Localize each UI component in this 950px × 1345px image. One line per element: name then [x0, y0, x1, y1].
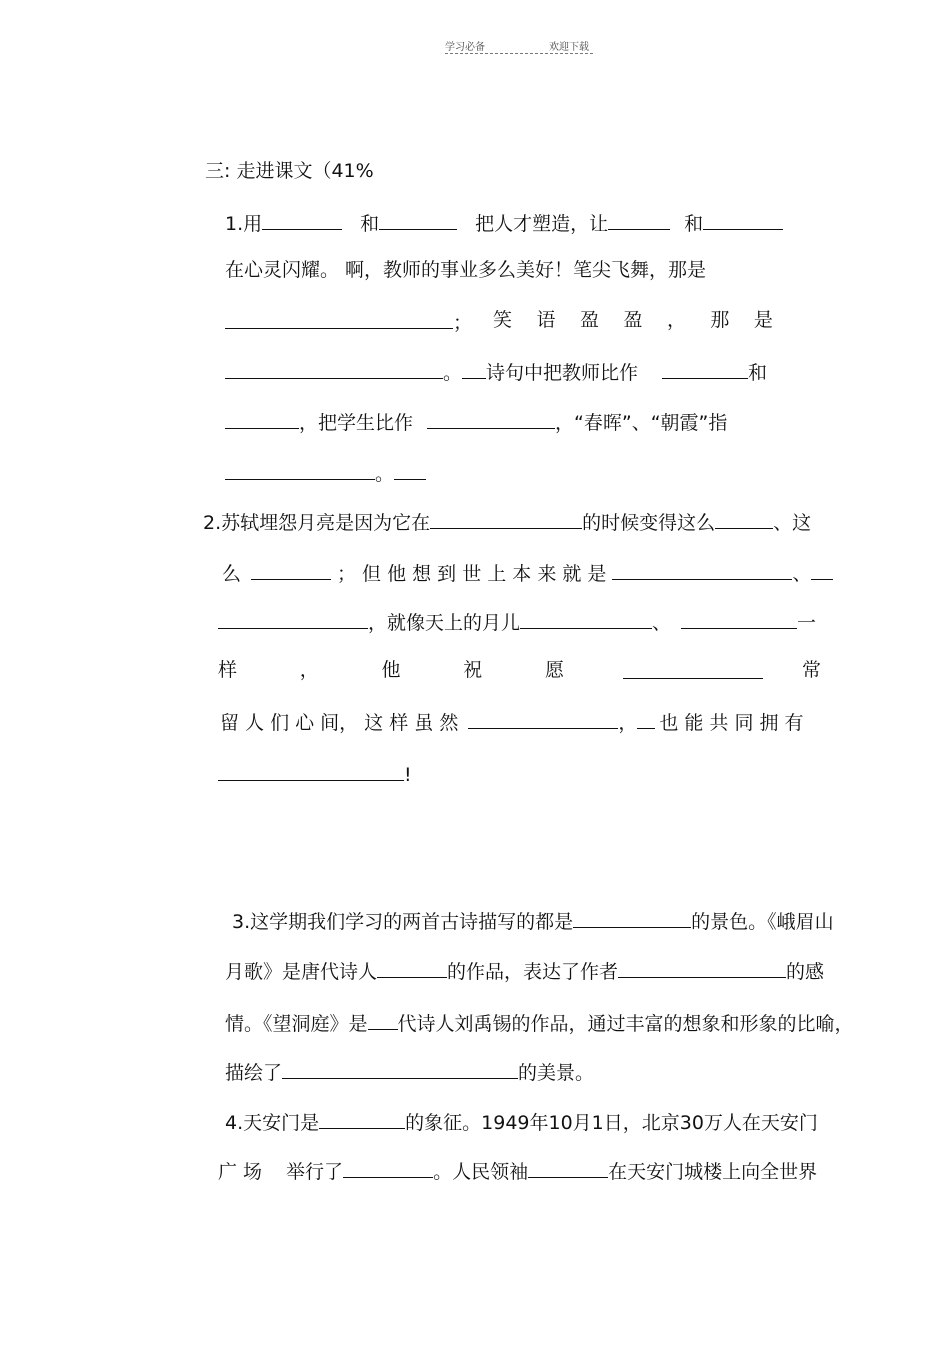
char: 祝	[463, 659, 483, 681]
blank	[394, 458, 426, 480]
text: 、	[652, 612, 672, 634]
q2-line-1	[203, 507, 811, 536]
q1-line-5	[225, 407, 727, 436]
text: 的美景。	[518, 1062, 595, 1084]
blank	[662, 357, 748, 379]
text: 。	[443, 362, 463, 384]
q4-line-1	[225, 1107, 818, 1136]
q2-line-4-spaced	[218, 657, 564, 683]
text: 的感	[786, 961, 825, 983]
char: ，	[299, 659, 319, 681]
text: 、这	[773, 512, 812, 534]
blank	[623, 657, 763, 679]
blank	[430, 507, 582, 529]
blank	[282, 1057, 518, 1079]
blank	[319, 1107, 405, 1129]
text: 、	[792, 563, 812, 585]
blank	[681, 607, 797, 629]
blank	[811, 558, 833, 580]
blank	[218, 759, 404, 781]
header-right: 欢迎下载	[549, 42, 589, 53]
text: 的景色。《峨眉山	[691, 911, 834, 933]
text: 常	[802, 659, 822, 681]
q1-line-1	[225, 208, 783, 237]
q3-line-2	[225, 956, 824, 985]
q3-line-3	[225, 1008, 854, 1037]
text: 3.这学期我们学习的两首古诗描写的都是	[232, 911, 574, 933]
blank	[368, 1008, 398, 1030]
q2-line-3	[218, 607, 816, 636]
char: 笑	[493, 309, 513, 331]
blank	[225, 357, 443, 379]
blank	[715, 507, 773, 529]
blank	[608, 208, 670, 230]
char: 盈	[623, 309, 643, 331]
text: ，把学生比作	[299, 412, 414, 434]
text: 月歌》是唐代诗人	[225, 961, 378, 983]
char: 他	[381, 659, 401, 681]
blank	[462, 357, 486, 379]
q4-line-2	[218, 1156, 817, 1185]
text: 一	[797, 612, 817, 634]
q1-line-3-spaced	[493, 307, 773, 333]
blank	[468, 707, 618, 729]
text: 和	[360, 213, 380, 235]
text: 广 场	[218, 1161, 263, 1183]
text: 代诗人刘禹锡的作品，通过丰富的想象和形象的比喻，	[397, 1013, 854, 1035]
q1-line-3	[225, 307, 773, 336]
blank	[618, 956, 786, 978]
text: 4.天安门是	[225, 1112, 320, 1134]
text: 和	[684, 213, 704, 235]
char: 盈	[579, 309, 599, 331]
text: 留 人 们 心 间， 这 样 虽 然	[220, 712, 459, 734]
blank	[427, 407, 555, 429]
text: 在天安门城楼上向全世界	[608, 1161, 818, 1183]
text: ； 但 他 想 到 世 上 本 来 就 是	[337, 563, 607, 585]
q3-line-1	[232, 906, 834, 935]
text: 情。《望洞庭》是	[225, 1013, 368, 1035]
blank	[218, 607, 368, 629]
text: !	[404, 764, 412, 786]
header-rule	[445, 53, 593, 54]
text: ，	[618, 712, 638, 734]
char: 那	[710, 309, 730, 331]
text: ，“春晖”、“朝霞”指	[555, 412, 728, 434]
text: 和	[748, 362, 768, 384]
text: ；	[453, 312, 473, 334]
text: 把人才塑造，让	[475, 213, 609, 235]
blank	[379, 208, 457, 230]
q1-line-2: 在心灵闪耀。 啊，教师的事业多么美好！笔尖飞舞，那是	[225, 259, 707, 281]
char: 愿	[544, 659, 564, 681]
blank	[262, 208, 342, 230]
text: 的象征。1949年10月1日，北京30万人在天安门	[405, 1112, 818, 1134]
q3-line-4	[225, 1057, 594, 1086]
blank	[520, 607, 652, 629]
char: 语	[536, 309, 556, 331]
blank	[377, 956, 447, 978]
text: 的作品，表达了作者	[447, 961, 619, 983]
q1-line-4	[225, 357, 767, 386]
blank	[573, 906, 691, 928]
blank	[225, 307, 453, 329]
char: 样	[218, 659, 238, 681]
q2-line-5	[220, 707, 804, 736]
text: 的时候变得这么	[582, 512, 716, 534]
blank	[703, 208, 783, 230]
blank	[225, 407, 299, 429]
section-title: 三: 走进课文（41%	[205, 160, 374, 182]
text: 么	[222, 563, 242, 585]
q2-line-2	[222, 558, 833, 587]
char: ，	[666, 309, 686, 331]
text: 2.苏轼埋怨月亮是因为它在	[203, 512, 431, 534]
blank	[251, 558, 331, 580]
blank	[528, 1156, 608, 1178]
char: 是	[753, 309, 773, 331]
blank	[343, 1156, 433, 1178]
text: 。	[375, 463, 395, 485]
header-left: 学习必备	[445, 42, 485, 53]
text: 诗句中把教师比作	[486, 362, 639, 384]
blank	[612, 558, 792, 580]
text: 举行了	[286, 1161, 344, 1183]
text: ，就像天上的月儿	[368, 612, 521, 634]
q1-line-6	[225, 458, 426, 487]
text: 也 能 共 同 拥 有	[659, 712, 804, 734]
text: 1.用	[225, 213, 263, 235]
blank	[637, 707, 655, 729]
blank	[225, 458, 375, 480]
text: 。人民领袖	[433, 1161, 529, 1183]
q2-line-6	[218, 759, 412, 788]
text: 描绘了	[225, 1062, 283, 1084]
